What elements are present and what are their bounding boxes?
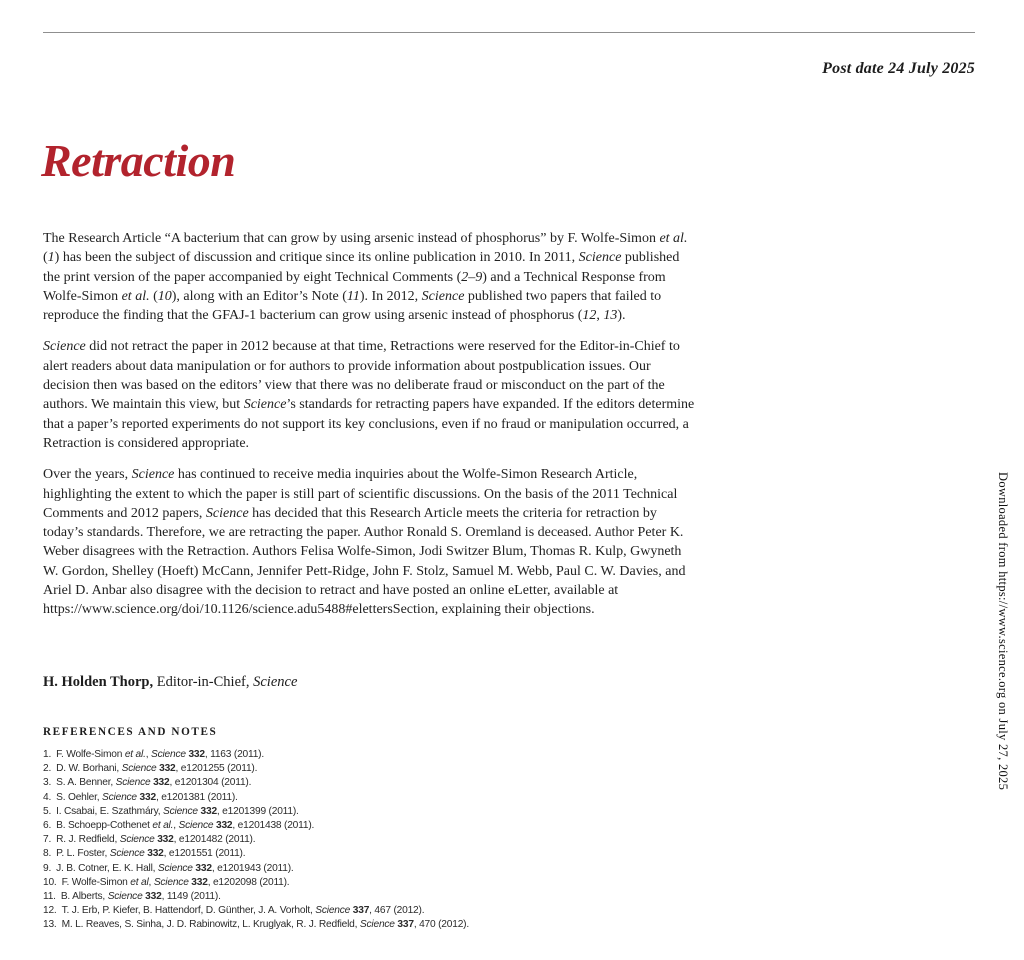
text-segment: , e1201255 (2011). bbox=[175, 763, 258, 775]
text-segment: , e1201304 (2011). bbox=[169, 777, 252, 789]
text-segment: ), along with an Editor’s Note ( bbox=[171, 288, 347, 304]
text-segment: D. W. Borhani, bbox=[56, 763, 122, 775]
text-segment: , 470 (2012). bbox=[413, 919, 469, 931]
reference-number: 10. bbox=[43, 876, 57, 888]
reference-item bbox=[43, 904, 498, 918]
text-segment: ) and a Technical Response from Wolfe-Simon bbox=[43, 269, 666, 304]
reference-text bbox=[56, 763, 257, 774]
reference-number: 12. bbox=[43, 905, 57, 917]
reference-number: 4. bbox=[43, 791, 52, 803]
text-segment: Science bbox=[157, 862, 193, 874]
text-segment: ( bbox=[43, 250, 48, 266]
reference-text bbox=[56, 777, 251, 788]
reference-number: 11. bbox=[43, 891, 56, 903]
reference-text bbox=[62, 877, 290, 888]
text-segment: P. L. Foster, bbox=[56, 848, 110, 860]
text-segment: , e1201482 (2011). bbox=[173, 834, 256, 846]
text-segment: 2–9 bbox=[461, 269, 483, 285]
reference-number: 8. bbox=[43, 848, 52, 860]
reference-text bbox=[56, 806, 299, 817]
text-segment: et al. bbox=[152, 820, 174, 832]
text-segment: Science bbox=[178, 820, 214, 832]
post-date: Post date 24 July 2025 bbox=[822, 60, 975, 77]
text-segment: , bbox=[173, 820, 179, 832]
text-segment: 332 bbox=[191, 876, 208, 888]
text-segment: Science bbox=[359, 919, 395, 931]
text-segment: et al. bbox=[124, 749, 146, 760]
reference-text bbox=[62, 905, 425, 916]
text-segment: The Research Article “A bacterium that can grow by using arsenic instead of phosphorus” by F. Wolfe-Simon bbox=[43, 231, 660, 246]
text-segment: et al. bbox=[659, 231, 688, 246]
text-segment: , bbox=[145, 749, 151, 760]
reference-text bbox=[56, 834, 255, 845]
reference-number: 13. bbox=[43, 919, 57, 931]
reference-item bbox=[43, 918, 498, 932]
text-segment: Science bbox=[578, 250, 622, 266]
text-segment: B. Schoepp-Cothenet bbox=[56, 820, 153, 832]
page-title: Retraction bbox=[41, 135, 236, 186]
text-segment: 332 bbox=[159, 763, 176, 775]
text-segment: Science bbox=[315, 905, 351, 917]
text-segment: et al. bbox=[121, 288, 150, 304]
signature-role: Editor-in-Chief, bbox=[153, 674, 254, 690]
text-segment: 332 bbox=[145, 891, 162, 903]
reference-number: 9. bbox=[43, 862, 52, 874]
text-segment: Science bbox=[205, 505, 249, 521]
text-segment: ). bbox=[617, 308, 626, 324]
reference-item bbox=[43, 776, 498, 790]
text-segment: 332 bbox=[147, 848, 164, 860]
reference-item bbox=[43, 876, 498, 890]
reference-item bbox=[43, 805, 498, 819]
text-segment: Science bbox=[131, 467, 175, 483]
text-segment: T. J. Erb, P. Kiefer, B. Hattendorf, D. Günther, J. A. Vorholt, bbox=[61, 905, 316, 917]
text-segment: M. L. Reaves, S. Sinha, J. D. Rabinowitz, L. Kruglyak, R. J. Redfield, bbox=[61, 919, 360, 931]
text-segment: F. Wolfe-Simon bbox=[56, 749, 125, 760]
text-segment: ’s standards for retracting papers have expanded. If the editors determine that a paper’s reported experiments do not support its key conclusions, even if no fraud or manipulation occurred, a Retraction is considered appropriate. bbox=[43, 397, 695, 451]
top-divider bbox=[43, 32, 975, 33]
text-segment: I. Csabai, E. Szathmáry, bbox=[56, 805, 164, 817]
text-segment: , e1202098 (2011). bbox=[207, 876, 290, 888]
reference-item bbox=[43, 833, 498, 847]
paragraph-1 bbox=[43, 229, 695, 325]
text-segment: did not retract the paper in 2012 because at that time, Retractions were reserved for the Editor-in-Chief to alert readers about data manipulation or for authors to provide information about postpublication issues. Our decision then was based on the editors’ view that there was no deliberate fraud or misconduct on the part of the authors. We maintain this view, but bbox=[43, 339, 680, 413]
reference-text bbox=[56, 863, 293, 874]
text-segment: Science bbox=[115, 777, 151, 789]
text-segment: , e1201399 (2011). bbox=[216, 805, 299, 817]
text-segment: 332 bbox=[157, 834, 174, 846]
text-segment: 13 bbox=[603, 308, 618, 324]
text-segment: , 1163 (2011). bbox=[204, 749, 264, 760]
paragraph-3 bbox=[43, 465, 695, 619]
reference-item bbox=[43, 791, 498, 805]
text-segment: has decided that this Research Article meets the criteria for retraction by today’s standards. Therefore, we are retracting the paper. Author Ronald S. Oremland is deceased. Author Peter K. Weber disagrees with the Retraction. Authors Felisa Wolfe-Simon, Jodi Switzer Blum, Thomas R. Kulp, Gwyneth W. Gordon, Shelley (Hoeft) McCann, Jennifer Pett-Ridge, John F. Stolz, Samuel M. Webb, Paul C. W. Davies, and Ariel D. Anbar also disagree with the decision to retract and have posted an online eLetter, available at https://www.science.org/doi/10.1126/science.adu5488#elettersSection, explaining their objections. bbox=[43, 505, 686, 618]
text-segment: , 467 (2012). bbox=[369, 905, 425, 917]
signature-line bbox=[43, 674, 297, 691]
text-segment: ( bbox=[149, 288, 158, 304]
reference-text bbox=[56, 749, 264, 760]
reference-number: 6. bbox=[43, 820, 52, 832]
reference-text bbox=[62, 919, 469, 930]
text-segment: , bbox=[148, 876, 154, 888]
text-segment: F. Wolfe-Simon bbox=[61, 876, 131, 888]
text-segment: S. A. Benner, bbox=[56, 777, 116, 789]
text-segment: 332 bbox=[188, 749, 205, 760]
reference-item bbox=[43, 890, 498, 904]
reference-text bbox=[56, 848, 245, 859]
reference-text bbox=[56, 820, 314, 831]
text-segment: published the print version of the paper accompanied by eight Technical Comments ( bbox=[43, 250, 680, 285]
text-segment: , e1201381 (2011). bbox=[155, 791, 238, 803]
text-segment: , bbox=[596, 308, 604, 324]
text-segment: , e1201438 (2011). bbox=[232, 820, 315, 832]
text-segment: published two papers that failed to reproduce the finding that the GFAJ-1 bacterium can grow using arsenic instead of phosphorus ( bbox=[43, 288, 662, 324]
text-segment: 337 bbox=[352, 905, 370, 917]
text-segment: Science bbox=[119, 834, 155, 846]
text-segment: 337 bbox=[397, 919, 414, 931]
reference-item bbox=[43, 748, 498, 762]
text-segment: ) has been the subject of discussion and critique since its online publication in 2010. In 2011, bbox=[54, 250, 579, 266]
reference-number: 2. bbox=[43, 763, 52, 775]
article-body bbox=[43, 229, 695, 632]
text-segment: , e1201943 (2011). bbox=[211, 862, 294, 874]
reference-text bbox=[56, 792, 238, 803]
text-segment: has continued to receive media inquiries about the Wolfe-Simon Research Article, highlighting the extent to which the paper is still part of scientific discussions. On the basis of the 2011 Technical Comments and 2012 papers, bbox=[43, 467, 678, 521]
text-segment: 10 bbox=[157, 288, 172, 304]
paragraph-2 bbox=[43, 337, 695, 453]
text-segment: 12 bbox=[582, 308, 597, 324]
text-segment: , 1149 (2011). bbox=[161, 891, 221, 903]
text-segment: , e1201551 (2011). bbox=[163, 848, 246, 860]
references-heading: REFERENCES AND NOTES bbox=[43, 726, 218, 738]
reference-item bbox=[43, 847, 498, 861]
text-segment: 1 bbox=[47, 250, 55, 266]
signature-journal: Science bbox=[253, 674, 298, 690]
text-segment: Science bbox=[107, 891, 143, 903]
text-segment: 332 bbox=[139, 791, 156, 803]
text-segment: Science bbox=[153, 876, 189, 888]
references-list bbox=[43, 748, 498, 933]
text-segment: ). In 2012, bbox=[359, 288, 422, 304]
text-segment: Science bbox=[109, 848, 145, 860]
reference-item bbox=[43, 819, 498, 833]
text-segment: Science bbox=[121, 763, 157, 775]
text-segment: 332 bbox=[216, 820, 233, 832]
text-segment: Over the years, bbox=[43, 467, 132, 483]
reference-number: 1. bbox=[43, 749, 52, 760]
reference-number: 7. bbox=[43, 834, 52, 846]
text-segment: J. B. Cotner, E. K. Hall, bbox=[56, 862, 158, 874]
reference-text bbox=[61, 891, 221, 902]
text-segment: Science bbox=[421, 288, 465, 304]
text-segment: 332 bbox=[153, 777, 170, 789]
text-segment: B. Alberts, bbox=[60, 891, 108, 903]
text-segment: 332 bbox=[200, 805, 217, 817]
download-watermark: Downloaded from https://www.science.org on July 27, 2025 bbox=[996, 472, 1010, 791]
text-segment: Science bbox=[163, 805, 198, 817]
reference-item bbox=[43, 762, 498, 776]
text-segment: et al bbox=[130, 876, 149, 888]
text-segment: 11 bbox=[346, 288, 360, 304]
text-segment: S. Oehler, bbox=[56, 791, 103, 803]
signature-name: H. Holden Thorp, bbox=[43, 674, 154, 690]
reference-number: 3. bbox=[43, 777, 52, 789]
text-segment: Science bbox=[43, 339, 86, 355]
text-segment: Science bbox=[102, 791, 137, 803]
reference-number: 5. bbox=[43, 805, 52, 817]
text-segment: Science bbox=[150, 749, 186, 760]
text-segment: R. J. Redfield, bbox=[56, 834, 120, 846]
reference-item bbox=[43, 862, 498, 876]
text-segment: Science bbox=[243, 397, 287, 413]
text-segment: 332 bbox=[195, 862, 212, 874]
